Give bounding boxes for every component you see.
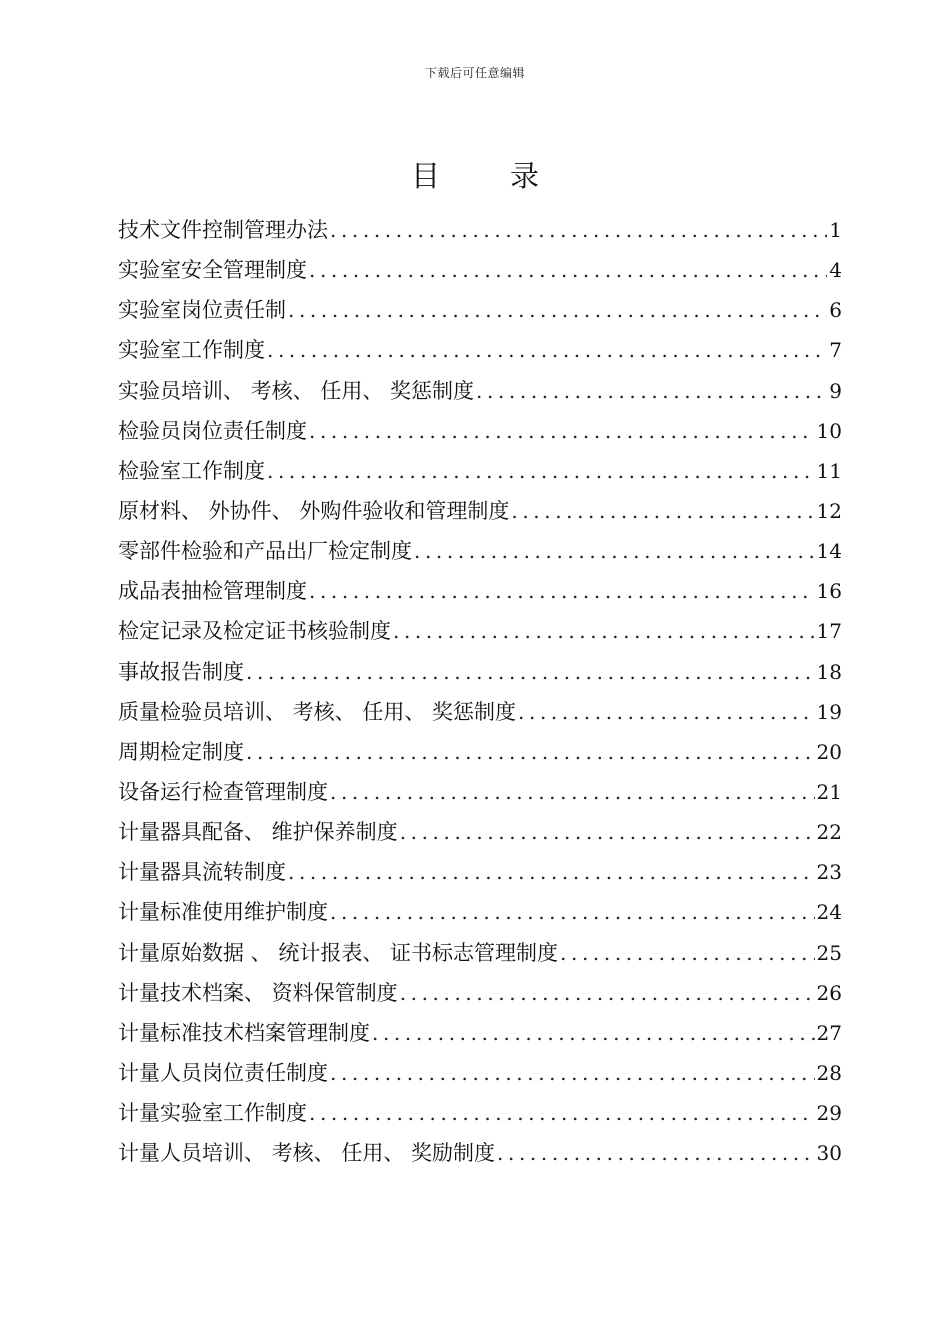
toc-dot-leader (309, 412, 815, 450)
toc-dot-leader (330, 211, 827, 249)
toc-dot-leader (330, 773, 815, 811)
toc-entry[interactable] (118, 572, 842, 612)
toc-entry-title: 周期检定制度 (118, 739, 244, 764)
toc-dot-leader (393, 612, 815, 650)
toc-page-number: 30 (816, 1141, 842, 1166)
toc-entry-title: 计量原始数据 、 统计报表、 证书标志管理制度 (118, 940, 559, 965)
toc-dot-leader (246, 733, 815, 771)
toc-dot-leader (511, 492, 814, 530)
toc-entry-title: 成品表抽检管理制度 (118, 579, 307, 604)
toc-page-number: 24 (816, 900, 842, 925)
toc-dot-leader (246, 653, 815, 691)
toc-entry[interactable] (118, 612, 842, 652)
toc-page-number: 26 (816, 980, 842, 1005)
toc-page-number: 10 (816, 418, 842, 443)
toc-entry[interactable] (118, 331, 842, 371)
toc-entry[interactable] (118, 853, 842, 893)
toc-entry[interactable] (118, 1014, 842, 1054)
toc-entry-title: 实验室安全管理制度 (118, 258, 307, 283)
toc-page-number: 16 (816, 579, 842, 604)
toc-dot-leader (476, 372, 827, 410)
toc-entry[interactable] (118, 653, 842, 693)
toc-entry-title: 技术文件控制管理办法 (118, 218, 328, 242)
toc-title: 目录 (410, 159, 609, 193)
toc-dot-leader (372, 1014, 815, 1052)
toc-dot-leader (288, 291, 827, 329)
toc-page-number: 21 (816, 779, 842, 804)
toc-entry-title: 计量实验室工作制度 (118, 1101, 307, 1126)
toc-page-number: 22 (816, 820, 842, 845)
toc-entry-title: 计量人员培训、 考核、 任用、 奖励制度 (118, 1141, 496, 1166)
toc-entry[interactable] (118, 532, 842, 572)
toc-dot-leader (497, 1134, 815, 1172)
toc-entry[interactable] (118, 412, 842, 452)
toc-entry[interactable] (118, 693, 842, 733)
toc-entry-title: 零部件检验和产品出厂检定制度 (118, 539, 412, 564)
toc-page-number: 27 (816, 1020, 842, 1045)
toc-entry-title: 实验室工作制度 (118, 338, 265, 363)
toc-entry-title: 计量标准使用维护制度 (118, 900, 328, 925)
toc-entry-title: 计量器具配备、 维护保养制度 (118, 820, 398, 845)
toc-entry[interactable] (118, 893, 842, 933)
toc-entry-title: 计量技术档案、 资料保管制度 (118, 980, 398, 1005)
toc-entry[interactable] (118, 211, 842, 251)
toc-entry[interactable] (118, 1094, 842, 1134)
toc-entry-title: 实验员培训、 考核、 任用、 奖惩制度 (118, 378, 475, 403)
toc-entry-title: 检验室工作制度 (118, 458, 265, 483)
toc-page-number: 19 (816, 699, 842, 724)
toc-entry[interactable] (118, 251, 842, 291)
toc-entry[interactable] (118, 492, 842, 532)
toc-dot-leader (330, 1054, 815, 1092)
toc-page-number: 9 (829, 378, 842, 403)
toc-entry[interactable] (118, 452, 842, 492)
toc-dot-leader (518, 693, 815, 731)
toc-entry-title: 检验员岗位责任制度 (118, 418, 307, 443)
toc-entry-title: 原材料、 外协件、 外购件验收和管理制度 (118, 498, 510, 523)
toc-page-number: 12 (816, 498, 842, 523)
toc-page-number: 4 (829, 258, 842, 283)
toc-entry-title: 实验室岗位责任制 (118, 298, 286, 323)
toc-dot-leader (288, 853, 815, 891)
toc-dot-leader (309, 251, 827, 289)
toc-entry[interactable] (118, 1054, 842, 1094)
toc-entry-title: 计量标准技术档案管理制度 (118, 1020, 370, 1045)
toc-dot-leader (309, 1094, 815, 1132)
toc-page-number: 23 (816, 860, 842, 885)
toc-entry[interactable] (118, 733, 842, 773)
toc-page-number: 1 (829, 218, 842, 242)
toc-dot-leader (267, 452, 815, 490)
table-of-contents (118, 211, 842, 1174)
toc-entry-title: 计量器具流转制度 (118, 860, 286, 885)
toc-entry[interactable] (118, 773, 842, 813)
toc-entry-title: 检定记录及检定证书核验制度 (118, 619, 391, 644)
toc-entry[interactable] (118, 934, 842, 974)
toc-dot-leader (330, 893, 815, 931)
toc-page-number: 7 (829, 338, 842, 363)
toc-page-number: 20 (816, 739, 842, 764)
toc-page-number: 6 (829, 298, 842, 323)
toc-dot-leader (309, 572, 815, 610)
toc-entry-title: 事故报告制度 (118, 659, 244, 684)
toc-entry[interactable] (118, 813, 842, 853)
toc-entry-title: 设备运行检查管理制度 (118, 779, 328, 804)
toc-entry[interactable] (118, 1134, 842, 1174)
toc-page-number: 28 (816, 1060, 842, 1085)
toc-page-number: 17 (816, 619, 842, 644)
toc-entry-title: 质量检验员培训、 考核、 任用、 奖惩制度 (118, 699, 517, 724)
toc-dot-leader (400, 974, 815, 1012)
toc-entry[interactable] (118, 974, 842, 1014)
toc-entry-title: 计量人员岗位责任制度 (118, 1060, 328, 1085)
toc-page-number: 25 (816, 940, 842, 965)
toc-page-number: 11 (816, 458, 842, 483)
page-header: 下载后可任意编辑 (424, 66, 525, 80)
toc-dot-leader (267, 331, 827, 369)
toc-dot-leader (400, 813, 815, 851)
toc-page-number: 18 (816, 659, 842, 684)
toc-page-number: 29 (816, 1101, 842, 1126)
toc-dot-leader (414, 532, 815, 570)
toc-page-number: 14 (816, 539, 842, 564)
toc-dot-leader (560, 934, 815, 972)
toc-entry[interactable] (118, 372, 842, 412)
toc-entry[interactable] (118, 291, 842, 331)
